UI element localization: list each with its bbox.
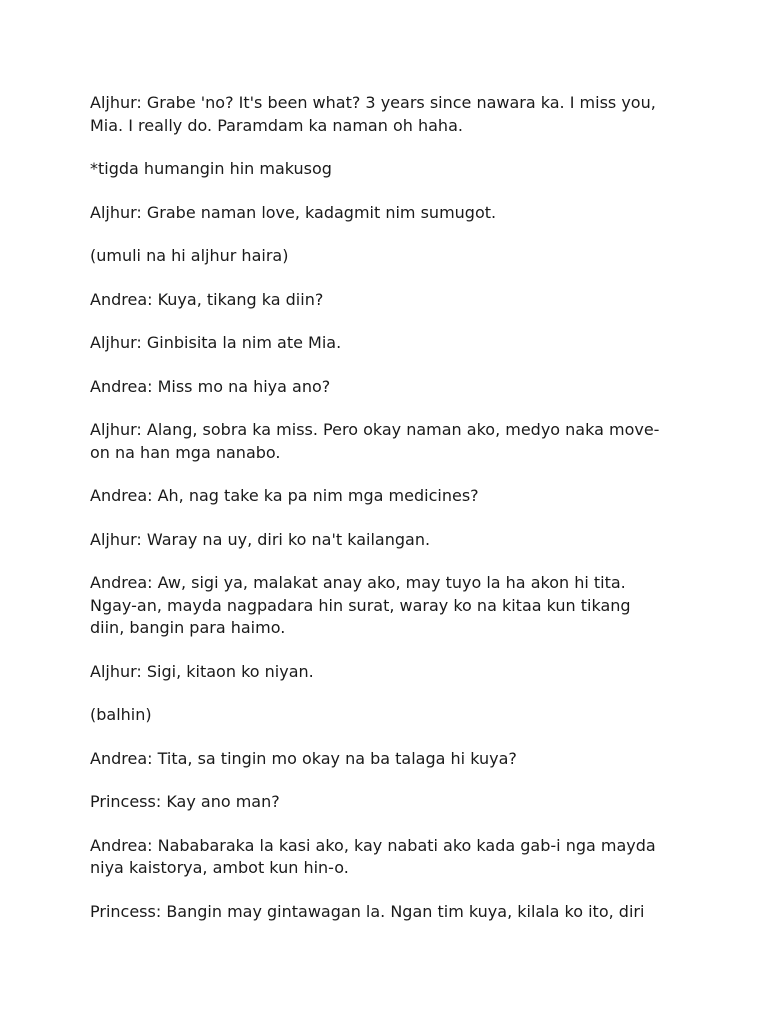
dialogue-line: Aljhur: Ginbisita la nim ate Mia. xyxy=(90,333,342,352)
stage-direction: (umuli na hi aljhur haira) xyxy=(90,246,289,265)
dialogue-line: Andrea: Tita, sa tingin mo okay na ba talaga hi kuya? xyxy=(90,748,517,768)
stage-direction: *tigda humangin hin makusog xyxy=(90,159,332,178)
dialogue-line: Andrea: Miss mo na hiya ano? xyxy=(90,376,331,396)
dialogue-line: Aljhur: Alang, sobra ka miss. Pero okay naman ako, medyo naka move- on na han mga nanabo. xyxy=(90,420,660,462)
dialogue-line: Aljhur: Grabe 'no? It's been what? 3 years since nawara ka. I miss you, Mia. I really do. Paramdam ka naman oh haha. xyxy=(90,93,656,135)
dialogue-line: Andrea: Kuya, tikang ka diin? xyxy=(90,289,324,309)
dialogue-line: Aljhur: Grabe naman love, kadagmit nim sumugot. xyxy=(90,202,497,222)
dialogue-line: Aljhur: Waray na uy, diri ko na't kailangan. xyxy=(90,529,431,549)
dialogue-line: Princess: Bangin may gintawagan la. Ngan tim kuya, kilala ko ito, diri xyxy=(90,901,645,921)
dialogue-line: Andrea: Aw, sigi ya, malakat anay ako, may tuyo la ha akon hi tita. Ngay-an, mayda nagpadara hin surat, waray ko na kitaa kun tikang diin, bangin para haimo. xyxy=(90,573,631,637)
dialogue-line: Aljhur: Sigi, kitaon ko niyan. xyxy=(90,661,314,681)
dialogue-line: Andrea: Nababaraka la kasi ako, kay nabati ako kada gab-i nga mayda niya kaistorya, ambot kun hin-o. xyxy=(90,835,656,877)
document-page xyxy=(90,92,680,944)
dialogue-line: Andrea: Ah, nag take ka pa nim mga medicines? xyxy=(90,486,479,505)
dialogue-line: Princess: Kay ano man? xyxy=(90,792,280,811)
stage-direction: (balhin) xyxy=(90,705,152,724)
